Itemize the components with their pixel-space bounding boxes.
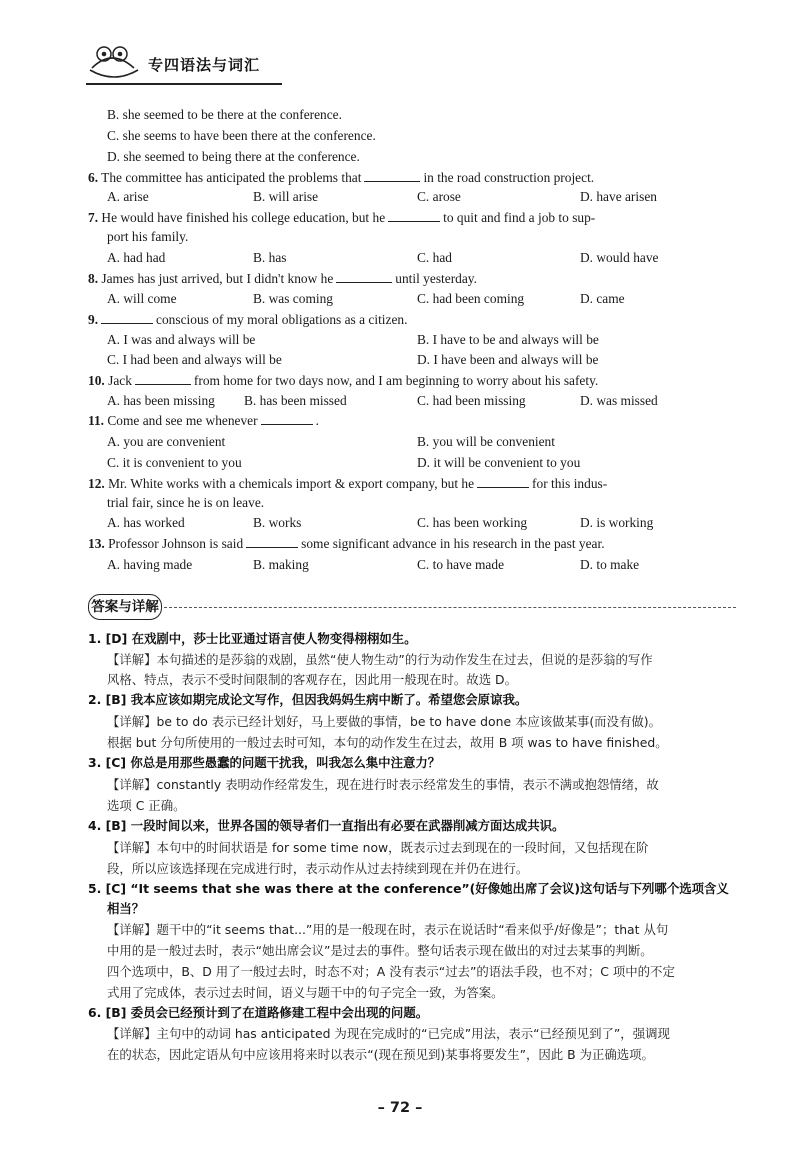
question-8: 8. James has just arrived, but I didn't know he until yesterday. xyxy=(88,271,477,286)
q9-options-row1: A. I was and always will be B. I have to be and always will be xyxy=(107,332,599,347)
page-number: – 72 – xyxy=(377,1100,423,1116)
question-9: 9. conscious of my moral obligations as a citizen. xyxy=(88,312,408,327)
question-10: 10. Jack from home for two days now, and I am beginning to worry about his safety. xyxy=(88,373,599,388)
q5-option-c: C. she seems to have been there at the conference. xyxy=(107,128,376,143)
answer-1-head: 1. [D] 在戏剧中，莎士比亚通过语言使人物变得栩栩如生。 xyxy=(88,631,417,646)
q12-continuation: trial fair, since he is on leave. xyxy=(107,495,265,510)
answer-3-detail: 选项 C 正确。 xyxy=(107,798,186,813)
question-12: 12. Mr. White works with a chemicals import & export company, but he for this indus- xyxy=(88,476,608,491)
heading-dashed-rule xyxy=(164,607,736,608)
q12-options: A. has worked B. works C. has been working D. is working xyxy=(107,515,654,530)
question-11: 11. Come and see me whenever . xyxy=(88,413,319,428)
q7-continuation: port his family. xyxy=(107,229,189,244)
answer-5-head: 5. [C] “It seems that she was there at the conference”(好像她出席了会议)这句话与下列哪个选项含义 xyxy=(88,881,729,896)
q11-options-row1: A. you are convenient B. you will be convenient xyxy=(107,434,555,449)
answer-5-detail: 中用的是一般过去时，表示“她出席会议”是过去的事件。整句话表示现在做出的对过去某事的判断。 xyxy=(107,943,653,958)
q9-options-row2: C. I had been and always will be D. I have been and always will be xyxy=(107,352,599,367)
q11-options-row2: C. it is convenient to you D. it will be convenient to you xyxy=(107,455,581,470)
answer-5-head-cont: 相当？ xyxy=(107,901,145,916)
q7-options: A. had had B. has C. had D. would have xyxy=(107,250,659,265)
answer-3-head: 3. [C] 你总是用那些愚蠢的问题干扰我，叫我怎么集中注意力？ xyxy=(88,755,441,770)
answer-4-detail: 段，所以应该选择现在完成进行时，表示动作从过去持续到现在并仍在进行。 xyxy=(107,861,529,876)
q5-option-b: B. she seemed to be there at the conference. xyxy=(107,107,342,122)
answer-6-head: 6. [B] 委员会已经预计到了在道路修建工程中会出现的问题。 xyxy=(88,1005,429,1020)
q5-option-d: D. she seemed to being there at the conference. xyxy=(107,149,360,164)
q13-options: A. having made B. making C. to have made D. to make xyxy=(107,557,640,572)
answer-5-detail: 【详解】题干中的“it seems that...”用的是一般现在时，表示在说话时“看来似乎/好像是”；that 从句 xyxy=(107,922,669,937)
answer-4-detail: 【详解】本句中的时间状语是 for some time now，既表示过去到现在的一段时间，又包括现在阶 xyxy=(107,840,649,855)
question-7: 7. He would have finished his college education, but he to quit and find a job to sup- xyxy=(88,210,596,225)
answer-1-detail: 【详解】本句描述的是莎翁的戏剧，虽然“使人物生动”的行为动作发生在过去，但说的是莎翁的写作 xyxy=(107,652,653,667)
answer-3-detail: 【详解】constantly 表明动作经常发生，现在进行时表示经常发生的事情，表示不满或抱怨情绪，故 xyxy=(107,777,659,792)
publisher-logo xyxy=(86,38,142,84)
answer-1-detail: 风格、特点，表示不受时间限制的客观存在，因此用一般现在时。故选 D。 xyxy=(107,672,517,687)
q6-options: A. arise B. will arise C. arose D. have arisen xyxy=(107,189,657,204)
answer-6-detail: 【详解】主句中的动词 has anticipated 为现在完成时的“已完成”用法，表示“已经预见到了”，强调现 xyxy=(107,1026,670,1041)
answer-2-head: 2. [B] 我本应该如期完成论文写作，但因我妈妈生病中断了。希望您会原谅我。 xyxy=(88,692,528,707)
section-title: 专四语法与词汇 xyxy=(148,56,261,74)
answer-5-detail: 式用了完成体，表示过去时间，语义与题干中的句子完全一致，为答案。 xyxy=(107,985,504,1000)
answer-6-detail: 在的状态，因此定语从句中应该用将来时以表示“(现在预见到)某事将要发生”，因此 B 为正确选项。 xyxy=(107,1047,654,1062)
answer-2-detail: 根据 but 分句所使用的一般过去时可知，本句的动作发生在过去，故用 B 项 was to have finished。 xyxy=(107,735,668,750)
answers-heading: 答案与详解 xyxy=(88,594,162,620)
answer-5-detail: 四个选项中，B、D 用了一般过去时，时态不对；A 没有表示“过去”的语法手段，也不对；C 项中的不定 xyxy=(107,964,675,979)
q8-options: A. will come B. was coming C. had been coming D. came xyxy=(107,291,625,306)
answer-4-head: 4. [B] 一段时间以来，世界各国的领导者们一直指出有必要在武器削减方面达成共识。 xyxy=(88,818,565,833)
q10-options: A. has been missing B. has been missed C. had been missing D. was missed xyxy=(107,393,658,408)
question-13: 13. Professor Johnson is said some significant advance in his research in the past year. xyxy=(88,536,605,551)
header-rule xyxy=(86,83,282,85)
question-6: 6. The committee has anticipated the problems that in the road construction project. xyxy=(88,170,595,185)
answer-2-detail: 【详解】be to do 表示已经计划好，马上要做的事情，be to have done 本应该做某事(而没有做)。 xyxy=(107,714,661,729)
